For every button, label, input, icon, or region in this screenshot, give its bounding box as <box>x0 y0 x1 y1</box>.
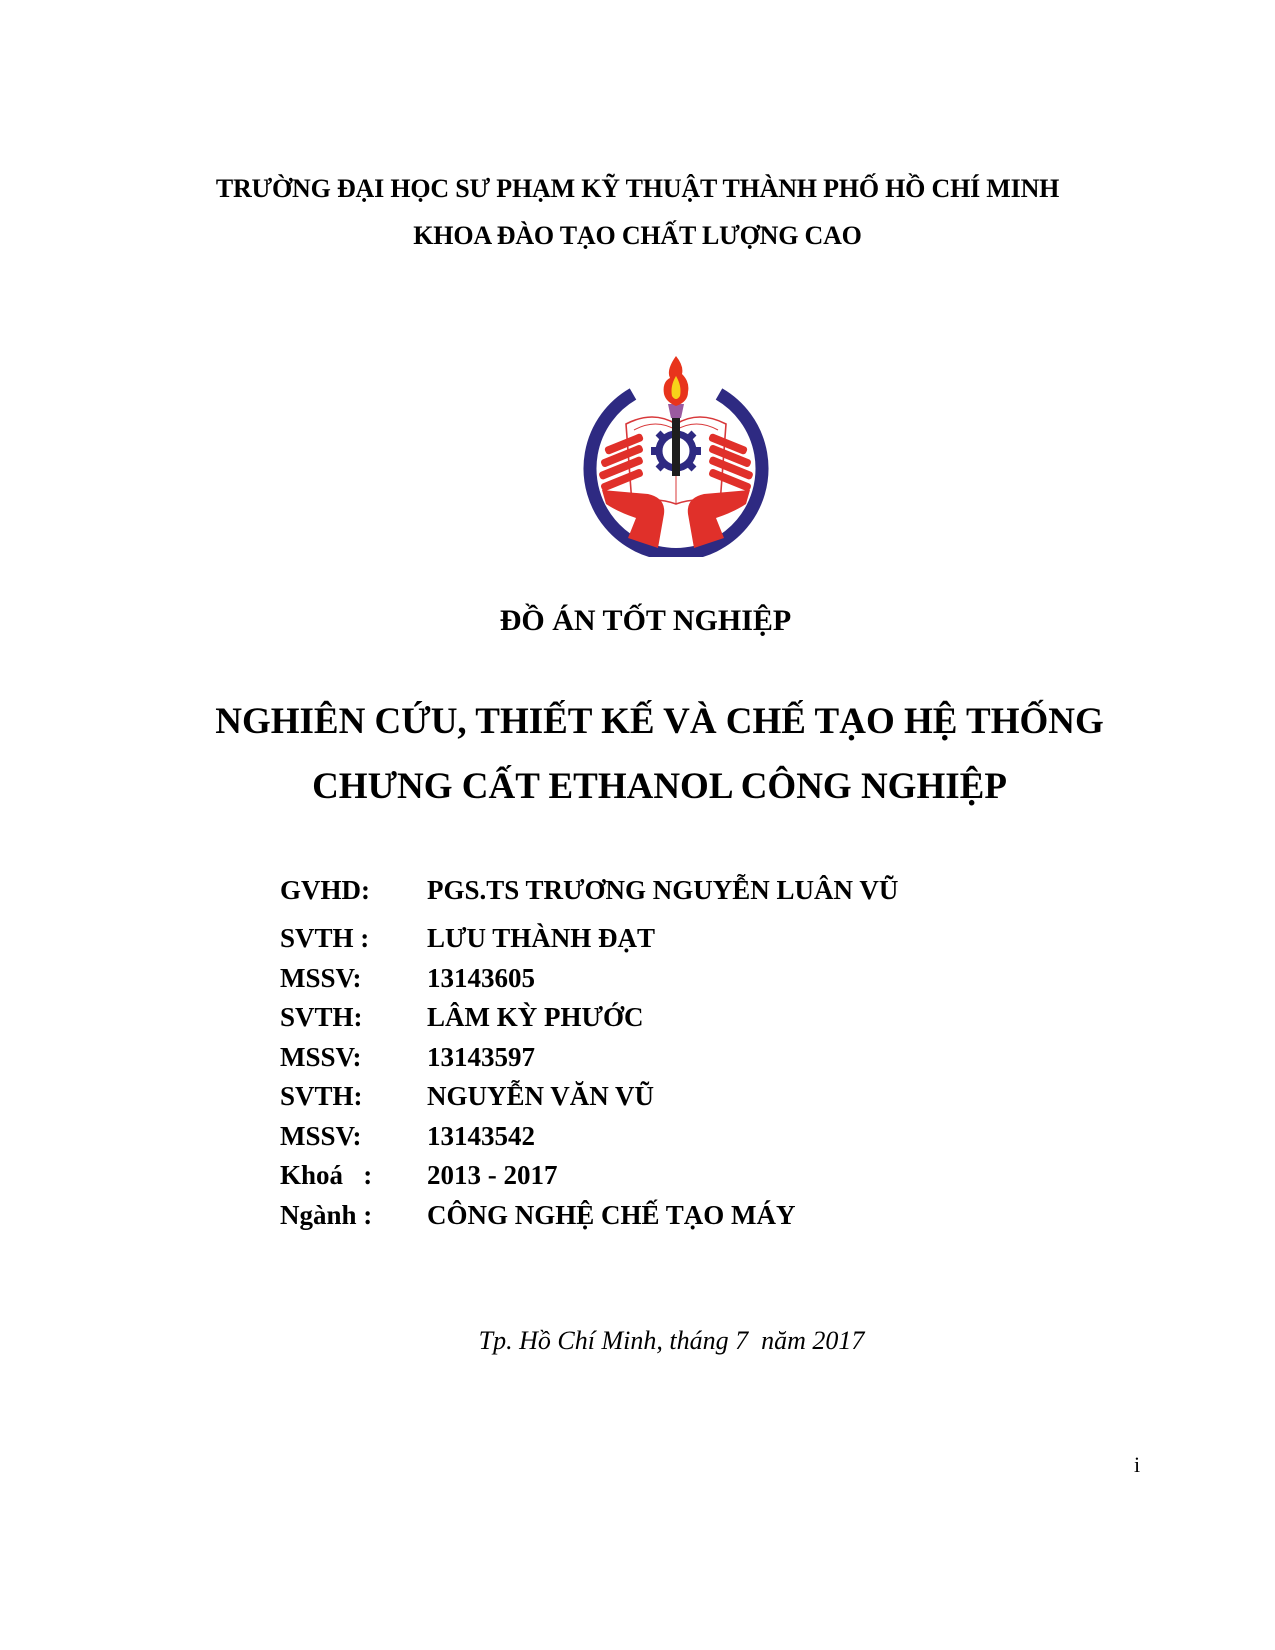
info-label: MSSV: <box>280 963 362 993</box>
faculty-name: KHOA ĐÀO TẠO CHẤT LƯỢNG CAO <box>413 221 862 250</box>
info-value: 13143597 <box>427 1042 535 1072</box>
place-date-line: Tp. Hồ Chí Minh, tháng 7 năm 2017 <box>478 1326 865 1355</box>
info-value: CÔNG NGHỆ CHẾ TẠO MÁY <box>427 1200 796 1230</box>
project-title-line-2: CHƯNG CẤT ETHANOL CÔNG NGHIỆP <box>312 766 1007 807</box>
info-label: GVHD: <box>280 875 370 905</box>
info-label: SVTH: <box>280 1002 363 1032</box>
university-name: TRƯỜNG ĐẠI HỌC SƯ PHẠM KỸ THUẬT THÀNH PHỐ HỒ CHÍ MINH <box>215 174 1060 203</box>
university-logo <box>578 352 774 557</box>
info-value: NGUYỄN VĂN VŨ <box>427 1081 655 1111</box>
info-value: 13143542 <box>427 1121 535 1151</box>
info-label: MSSV: <box>280 1042 362 1072</box>
info-value: PGS.TS TRƯƠNG NGUYỄN LUÂN VŨ <box>427 875 899 905</box>
info-value: LƯU THÀNH ĐẠT <box>427 923 656 953</box>
info-label: SVTH : <box>280 923 370 953</box>
project-title-line-1: NGHIÊN CỨU, THIẾT KẾ VÀ CHẾ TẠO HỆ THỐNG <box>215 701 1104 742</box>
info-value: 13143605 <box>427 963 535 993</box>
thesis-type-heading: ĐỒ ÁN TỐT NGHIỆP <box>499 604 792 637</box>
info-label: SVTH: <box>280 1081 363 1111</box>
page-number: i <box>1134 1452 1141 1477</box>
info-label: MSSV: <box>280 1121 362 1151</box>
university-emblem-icon <box>578 352 774 557</box>
info-value: 2013 - 2017 <box>427 1160 558 1190</box>
info-label: Khoá : <box>280 1160 373 1190</box>
info-label: Ngành : <box>280 1200 373 1230</box>
info-value: LÂM KỲ PHƯỚC <box>427 1002 644 1032</box>
